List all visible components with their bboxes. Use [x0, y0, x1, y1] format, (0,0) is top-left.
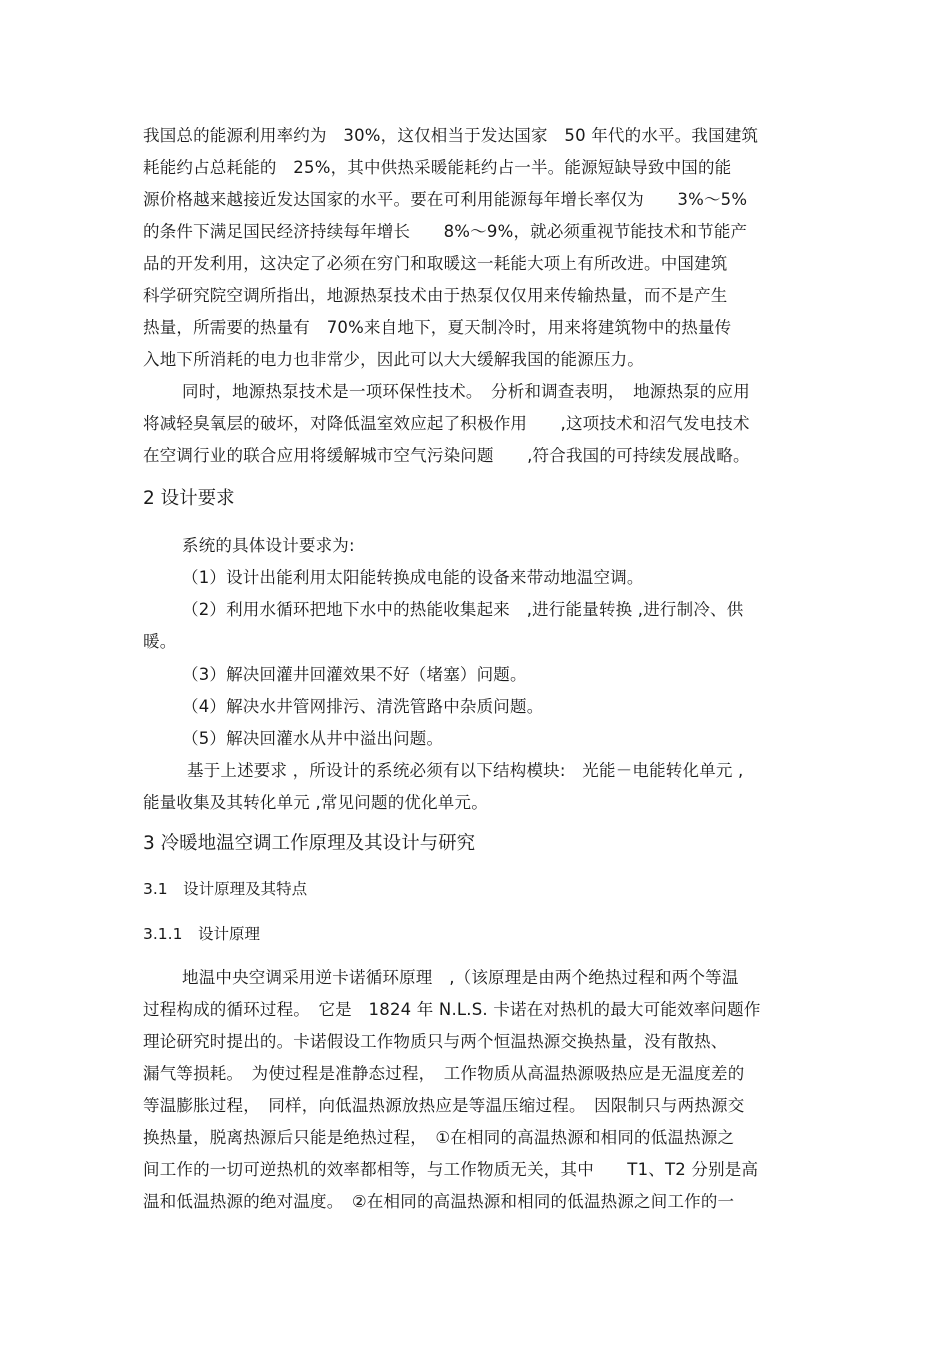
requirement-5: （5）解决回灌水从井中溢出问题。	[182, 729, 444, 748]
paragraph-energy-line: 我国总的能源利用率约为 30%，这仅相当于发达国家 50 年代的水平。我国建筑	[143, 126, 759, 145]
section-3-paragraph-line: 等温膨胀过程， 同样，向低温热源放热应是等温压缩过程。 因限制只与两热源交	[143, 1096, 745, 1115]
subsection-3-1-heading: 3.1 设计原理及其特点	[143, 880, 308, 898]
section-3-paragraph-line: 间工作的一切可逆热机的效率都相等，与工作物质无关，其中 T1、T2 分别是高	[143, 1160, 759, 1179]
paragraph-energy-line: 耗能约占总耗能的 25%，其中供热采暖能耗约占一半。能源短缺导致中国的能	[143, 158, 732, 177]
requirement-4: （4）解决水井管网排污、清洗管路中杂质问题。	[182, 697, 544, 716]
paragraph-env-line: 同时，地源热泵技术是一项环保性技术。 分析和调查表明， 地源热泵的应用	[182, 382, 750, 401]
paragraph-energy-line: 的条件下满足国民经济持续每年增长 8%～9%，就必须重视节能技术和节能产	[143, 222, 748, 241]
paragraph-energy-line: 热量，所需要的热量有 70%来自地下，夏天制冷时，用来将建筑物中的热量传	[143, 318, 732, 337]
section-3-paragraph-line: 理论研究时提出的。卡诺假设工作物质只与两个恒温热源交换热量，没有散热、	[143, 1032, 728, 1051]
requirement-2-continued: 暖。	[143, 632, 177, 651]
subsection-3-1-1-heading: 3.1.1 设计原理	[143, 925, 260, 943]
section-3-paragraph-line: 漏气等损耗。 为使过程是准静态过程， 工作物质从高温热源吸热应是无温度差的	[143, 1064, 745, 1083]
section-3-paragraph-line: 换热量，脱离热源后只能是绝热过程， ①在相同的高温热源和相同的低温热源之	[143, 1128, 735, 1147]
section-3-paragraph-line: 地温中央空调采用逆卡诺循环原理 ,（该原理是由两个绝热过程和两个等温	[182, 968, 739, 987]
paragraph-env-line: 将减轻臭氧层的破坏，对降低温室效应起了积极作用 ,这项技术和沼气发电技术	[143, 414, 750, 433]
section-2-summary-continued: 能量收集及其转化单元 ,常见问题的优化单元。	[143, 793, 488, 812]
paragraph-energy-line: 源价格越来越接近发达国家的水平。要在可利用能源每年增长率仅为 3%～5%	[143, 190, 748, 209]
section-3-paragraph-line: 温和低温热源的绝对温度。 ②在相同的高温热源和相同的低温热源之间工作的一	[143, 1192, 735, 1211]
requirement-2: （2）利用水循环把地下水中的热能收集起来 ,进行能量转换 ,进行制冷、供	[182, 600, 744, 619]
requirement-3: （3）解决回灌井回灌效果不好（堵塞）问题。	[182, 665, 527, 684]
paragraph-energy-line: 科学研究院空调所指出，地源热泵技术由于热泵仅仅用来传输热量，而不是产生	[143, 286, 728, 305]
requirement-1: （1）设计出能利用太阳能转换成电能的设备来带动地温空调。	[182, 568, 644, 587]
section-2-summary: 基于上述要求 ，所设计的系统必须有以下结构模块: 光能－电能转化单元 ,	[187, 761, 744, 780]
section-3-heading: 3 冷暖地温空调工作原理及其设计与研究	[143, 833, 476, 854]
paragraph-env-line: 在空调行业的联合应用将缓解城市空气污染问题 ,符合我国的可持续发展战略。	[143, 446, 750, 465]
paragraph-energy-line: 品的开发利用，这决定了必须在穷门和取暖这一耗能大项上有所改进。中国建筑	[143, 254, 728, 273]
section-3-paragraph-line: 过程构成的循环过程。 它是 1824 年 N.L.S. 卡诺在对热机的最大可能效率问题作	[143, 1000, 761, 1019]
paragraph-energy-line: 入地下所消耗的电力也非常少，因此可以大大缓解我国的能源压力。	[143, 350, 644, 369]
section-2-heading: 2 设计要求	[143, 488, 235, 509]
section-2-intro: 系统的具体设计要求为:	[182, 536, 355, 555]
